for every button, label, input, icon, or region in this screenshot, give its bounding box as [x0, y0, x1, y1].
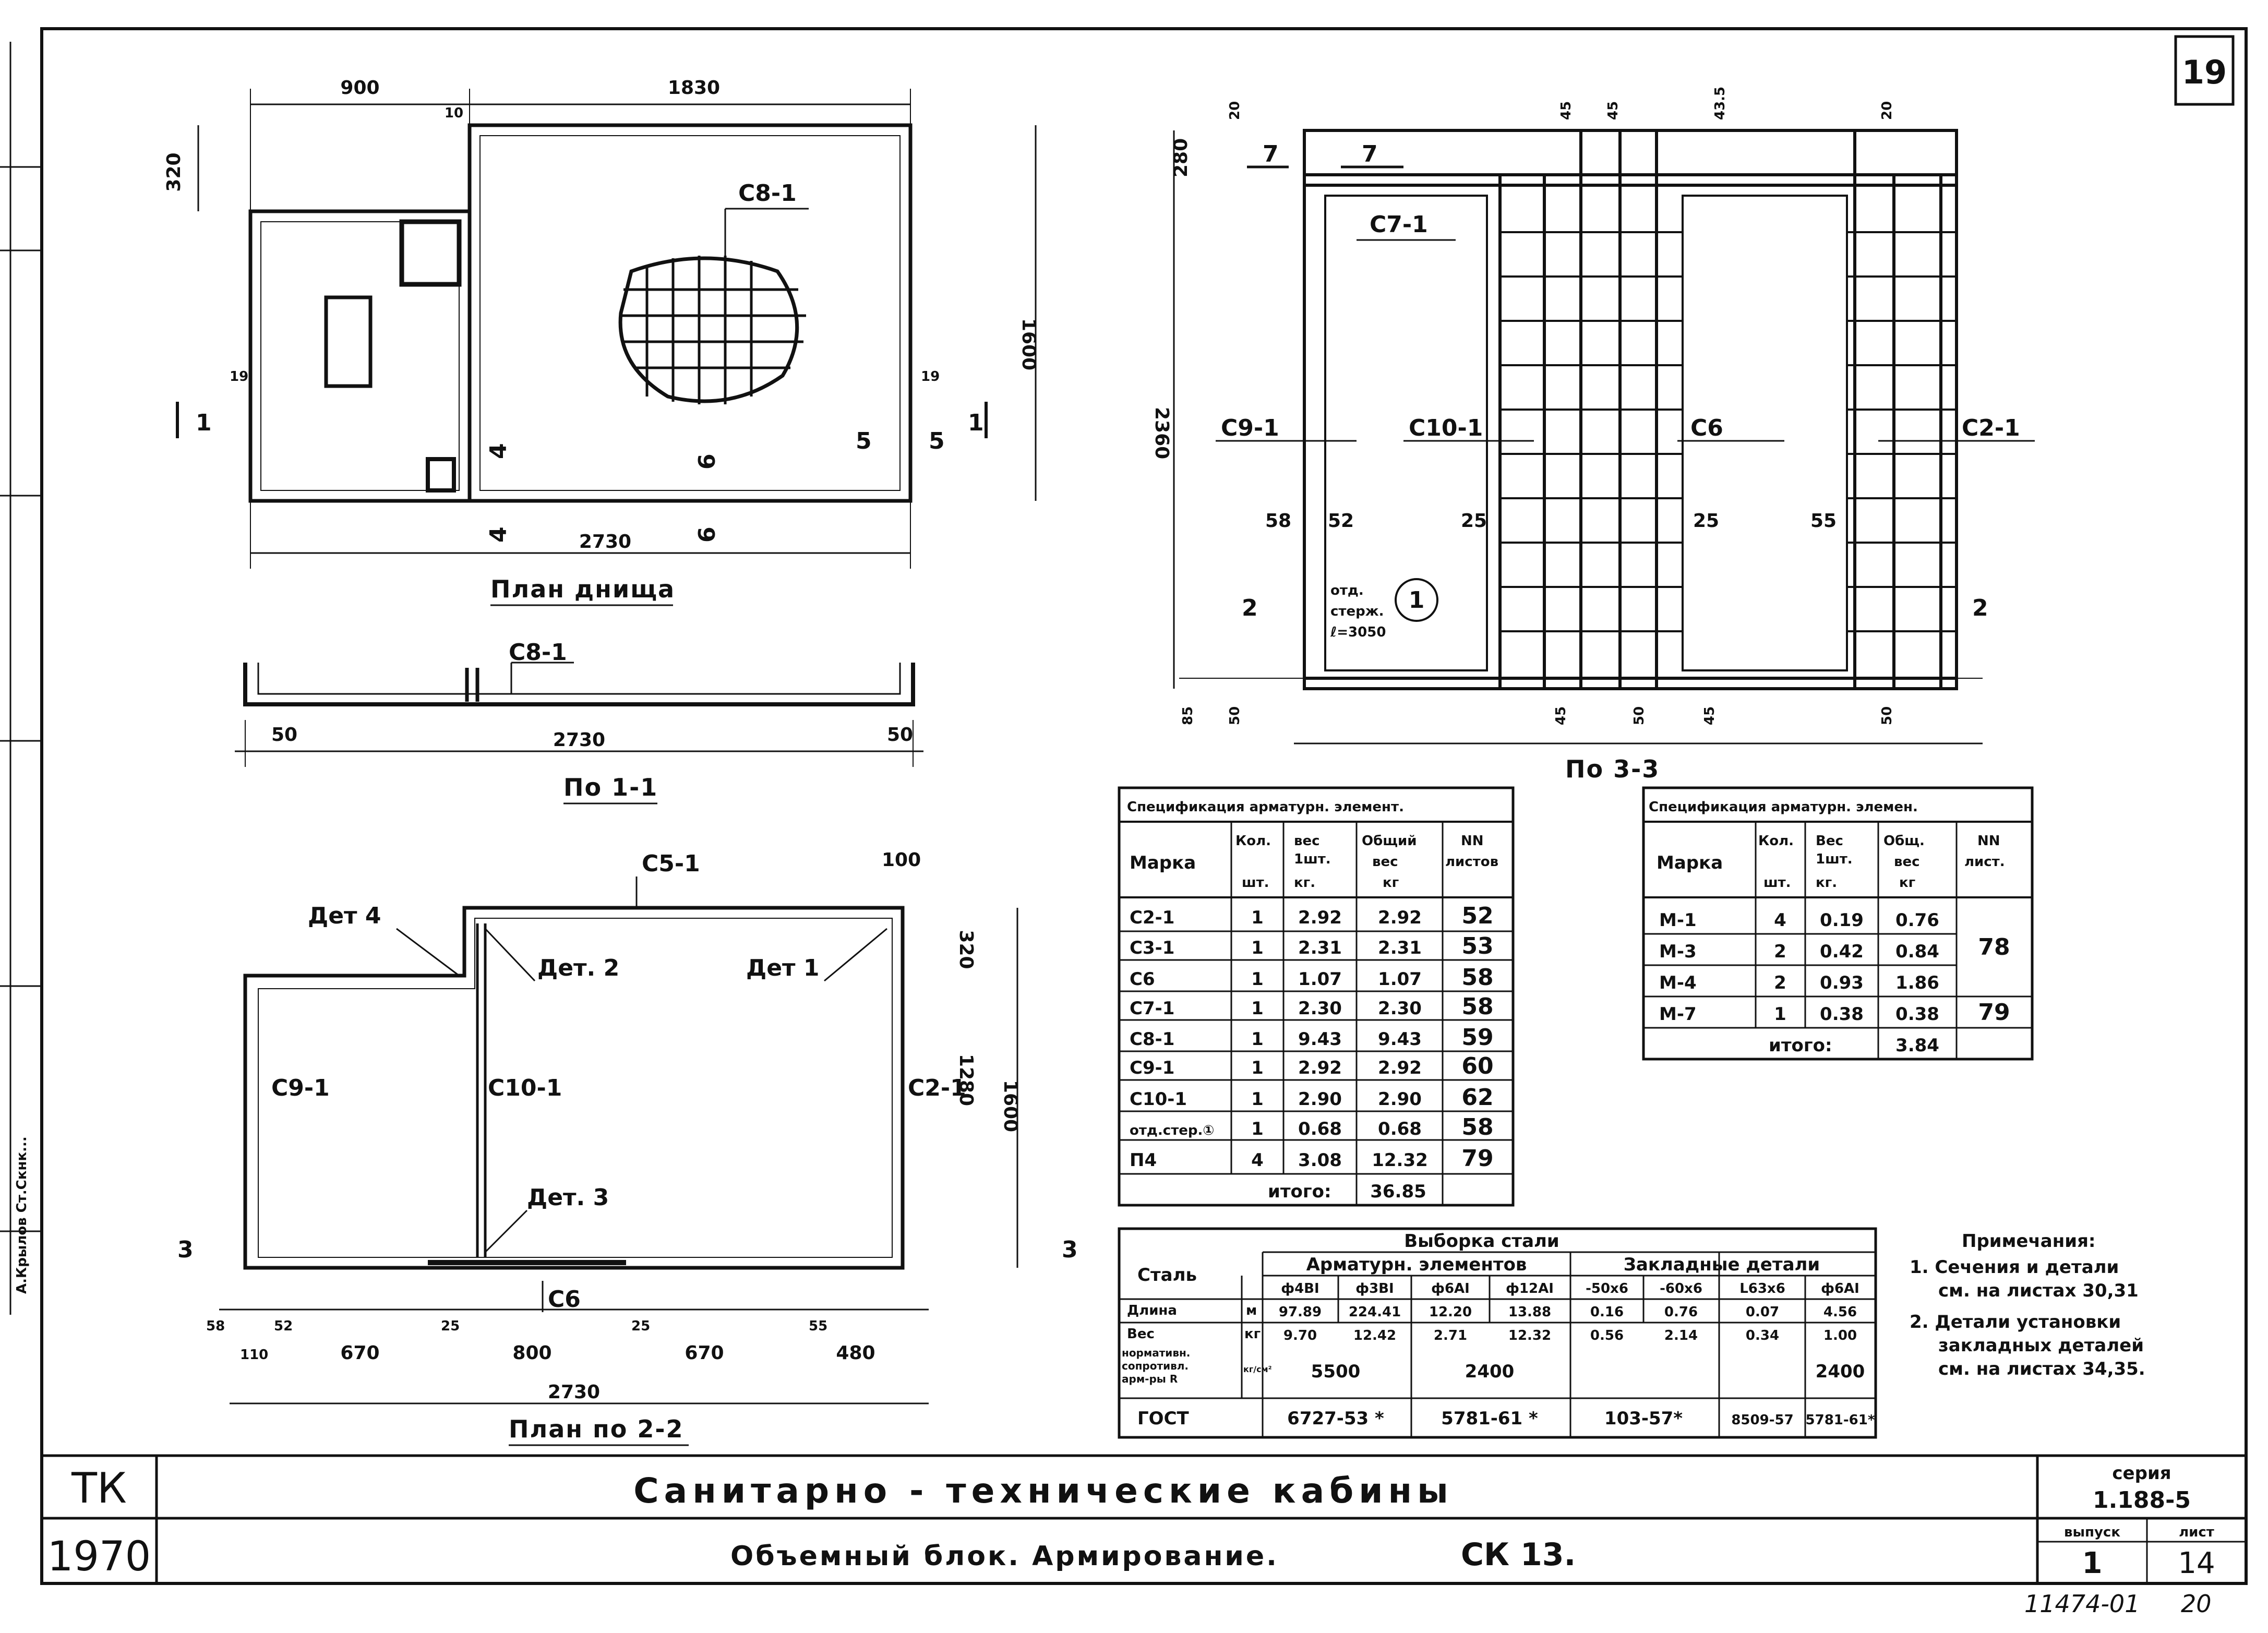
steel-length-cell: 0.07 [1745, 1304, 1780, 1320]
p22-d100: 100 [882, 849, 921, 871]
tb-archive-page: 20 [2181, 1590, 2212, 1618]
steel-gost-b: 5781-61 * [1441, 1408, 1538, 1429]
s33-sec2a: 2 [1242, 595, 1258, 621]
spec2-mark: М-7 [1659, 1004, 1697, 1025]
spec2-weight-total: 0.76 [1895, 910, 1939, 931]
spec2-weight-each: 0.19 [1820, 910, 1864, 931]
spec2-h-qty-unit: шт. [1763, 875, 1791, 891]
spec1-h-sheets: NN [1461, 833, 1484, 849]
s33-b45a: 45 [1553, 706, 1569, 725]
dim-900: 900 [340, 77, 380, 99]
p22-d25b: 25 [631, 1318, 651, 1334]
spec1-h-w1: вес [1294, 833, 1320, 849]
spec1-mark: С6 [1130, 969, 1155, 990]
p22-d1600: 1600 [1000, 1079, 1021, 1133]
spec1-weight-each: 9.43 [1298, 1029, 1342, 1050]
spec-table-2 [1643, 788, 2032, 1059]
p22-det1: Дет 1 [746, 955, 820, 981]
spec2-weight-each: 0.38 [1820, 1004, 1864, 1025]
spec1-mark: С9-1 [1130, 1058, 1175, 1078]
spec1-weight-each: 2.30 [1298, 998, 1342, 1019]
s33-t20a: 20 [1227, 101, 1243, 120]
spec1-weight-each: 1.07 [1298, 969, 1342, 990]
spec2-h-totb: вес [1894, 854, 1920, 870]
steel-length-cell: 0.76 [1664, 1304, 1698, 1320]
steel-norm-2: сопротивл. [1122, 1360, 1189, 1372]
tb-issue: 1 [2082, 1546, 2103, 1580]
spec1-weight-total: 2.30 [1378, 998, 1422, 1019]
spec1-sheet: 60 [1461, 1053, 1494, 1079]
steel-weight-cell: 1.00 [1823, 1328, 1857, 1343]
sec11-dim-50r: 50 [887, 724, 914, 746]
spec1-sheet: 58 [1461, 993, 1494, 1020]
spec2-weight-each: 0.42 [1820, 941, 1864, 962]
notes [1910, 1231, 2145, 1379]
spec1-h-sheetsb: листов [1445, 854, 1499, 870]
spec1-mark: С10-1 [1130, 1089, 1187, 1110]
steel-col-header: ф6АI [1431, 1281, 1470, 1296]
tb-sheet: 14 [2178, 1546, 2215, 1580]
spec1-weight-each: 2.31 [1298, 938, 1342, 958]
spec-table-1 [1119, 788, 1513, 1205]
spec2-h-tot: Общ. [1883, 833, 1925, 849]
sec11-dim-50l: 50 [271, 724, 298, 746]
spec2-h-mark: Марка [1657, 852, 1723, 873]
spec1-sheet: 79 [1461, 1145, 1494, 1172]
s33-h280: 280 [1170, 138, 1192, 177]
spec1-weight-total: 1.07 [1378, 969, 1422, 990]
margin-text: А.Крылов Ст.Скнк... [14, 1136, 30, 1294]
plan-bottom [163, 77, 1039, 605]
mesh-label: С8-1 [738, 180, 797, 207]
spec1-weight-total: 2.31 [1378, 938, 1422, 958]
section-mark-6: 6 [694, 453, 721, 470]
p22-c5: С5-1 [642, 850, 700, 877]
spec1-sheet: 58 [1461, 964, 1494, 991]
note-2c: см. на листах 34,35. [1938, 1359, 2145, 1379]
section-mark-6b: 6 [694, 526, 721, 543]
spec1-total: 36.85 [1370, 1181, 1426, 1202]
steel-weight-cell: 12.42 [1353, 1328, 1397, 1343]
p22-c2: С2-1 [908, 1075, 966, 1101]
p22-d55: 55 [809, 1318, 828, 1334]
spec1-h-w1b: 1шт. [1294, 851, 1331, 867]
steel-group2: Закладные детали [1623, 1254, 1820, 1275]
s33-c2: С2-1 [1962, 415, 2020, 441]
steel-length-cell: 224.41 [1348, 1304, 1401, 1320]
tb-series: 1.188-5 [2092, 1487, 2191, 1514]
section-mark-5: 5 [856, 428, 872, 454]
steel-w-unit: кг [1244, 1326, 1261, 1342]
s33-t45: 45 [1605, 101, 1621, 120]
spec1-h-qty: Кол. [1235, 833, 1271, 849]
steel-w-label: Вес [1127, 1326, 1155, 1342]
s33-h2360: 2360 [1151, 407, 1172, 460]
steel-weight-cell: 12.32 [1508, 1328, 1552, 1343]
s33-d58: 58 [1265, 510, 1292, 532]
dim-1600: 1600 [1018, 318, 1039, 371]
spec2-qty: 1 [1774, 1004, 1786, 1025]
spec1-h-tot-unit: кг [1383, 875, 1399, 891]
steel-col-header: -50х6 [1586, 1281, 1628, 1296]
tb-archive: 11474-01 [2024, 1590, 2140, 1618]
spec1-weight-total: 2.90 [1378, 1089, 1422, 1110]
title-block [42, 1456, 2246, 1618]
spec2-sheet-a: 78 [1978, 934, 2010, 960]
steel-weight-cell: 0.34 [1745, 1328, 1780, 1343]
s33-t20b: 20 [1879, 101, 1895, 120]
spec1-h-w1-unit: кг. [1294, 875, 1316, 891]
tb-year: 1970 [47, 1533, 151, 1580]
tb-mark: СК 13. [1461, 1536, 1576, 1573]
spec1-weight-total: 2.92 [1378, 1058, 1422, 1078]
steel-gost-label: ГОСТ [1137, 1408, 1189, 1429]
p22-d52: 52 [274, 1318, 293, 1334]
steel-gost-d: 8509-57 [1731, 1412, 1794, 1428]
tb-subtitle: Объемный блок. Армирование. [730, 1541, 1279, 1572]
note-2a: 2. Детали установки [1910, 1312, 2121, 1332]
p22-d25a: 25 [441, 1318, 460, 1334]
p22-det3: Дет. 3 [527, 1184, 609, 1211]
spec2-rows [1659, 910, 1939, 1025]
spec1-rows [1130, 903, 1494, 1172]
spec2-title: Спецификация арматурн. элемен. [1649, 799, 1918, 815]
section-mark-5b: 5 [929, 428, 945, 454]
spec1-qty: 1 [1251, 1119, 1264, 1139]
s33-b50c: 50 [1879, 706, 1895, 725]
spec1-mark: отд.стер.① [1130, 1123, 1215, 1138]
spec1-mark: С2-1 [1130, 907, 1175, 928]
spec2-total-label: итого: [1769, 1035, 1832, 1056]
spec2-qty: 4 [1774, 910, 1786, 931]
spec1-mark: С3-1 [1130, 938, 1175, 958]
spec1-h-mark: Марка [1130, 852, 1196, 873]
s33-sec7b: 7 [1362, 141, 1378, 167]
spec1-mark: П4 [1130, 1150, 1157, 1171]
plan22-caption: План по 2-2 [509, 1415, 684, 1443]
dim-10: 10 [444, 105, 464, 121]
s33-sec2b: 2 [1972, 595, 1988, 621]
steel-gost-c: 103-57* [1604, 1408, 1683, 1429]
s33-c6: С6 [1690, 415, 1723, 441]
notes-title: Примечания: [1962, 1231, 2096, 1252]
section-1-1 [235, 639, 923, 803]
spec2-total: 3.84 [1895, 1035, 1939, 1056]
spec1-weight-total: 0.68 [1378, 1119, 1422, 1139]
section33-caption: По 3-3 [1565, 755, 1660, 783]
spec2-sheet-b: 79 [1978, 999, 2010, 1026]
spec1-sheet: 52 [1461, 903, 1494, 929]
steel-col-header: L63х6 [1739, 1281, 1785, 1296]
p22-c10: С10-1 [488, 1075, 562, 1101]
spec2-h-sheetsb: лист. [1964, 854, 2005, 870]
note-1b: см. на листах 30,31 [1938, 1280, 2139, 1301]
steel-length-cell: 97.89 [1278, 1304, 1322, 1320]
spec1-weight-each: 3.08 [1298, 1150, 1342, 1171]
spec2-mark: М-1 [1659, 910, 1697, 931]
sec11-dim-2730: 2730 [553, 729, 606, 751]
dim-1830: 1830 [667, 77, 721, 99]
spec1-qty: 1 [1251, 907, 1264, 928]
spec1-qty: 4 [1251, 1150, 1264, 1171]
tb-title: Санитарно - технические кабины [633, 1471, 1454, 1511]
s33-d52: 52 [1328, 510, 1354, 532]
steel-table [1119, 1229, 1876, 1437]
spec1-sheet: 53 [1461, 933, 1494, 959]
tb-series-label: серия [2112, 1463, 2171, 1484]
steel-col-header: ф12АI [1506, 1281, 1554, 1296]
p22-width: 2730 [547, 1382, 601, 1403]
steel-col-header: ф3ВI [1355, 1281, 1394, 1296]
spec1-weight-total: 2.92 [1378, 907, 1422, 928]
steel-norm-unit: кг/см² [1243, 1364, 1272, 1374]
spec2-weight-total: 1.86 [1895, 972, 1939, 993]
spec2-qty: 2 [1774, 941, 1786, 962]
steel-len-label: Длина [1127, 1303, 1177, 1318]
spec1-mark: С8-1 [1130, 1029, 1175, 1050]
steel-len-unit: м [1246, 1303, 1257, 1318]
spec1-qty: 1 [1251, 969, 1264, 990]
steel-norm-b: 2400 [1465, 1361, 1515, 1382]
spec2-h-w1b: 1шт. [1816, 851, 1853, 867]
steel-group1: Арматурн. элементов [1306, 1254, 1527, 1275]
steel-norm-1: нормативн. [1122, 1347, 1191, 1359]
steel-norm-a: 5500 [1311, 1361, 1361, 1382]
spec1-weight-each: 2.92 [1298, 1058, 1342, 1078]
p22-d670a: 670 [340, 1342, 380, 1364]
s33-c9: С9-1 [1221, 415, 1279, 441]
dim-320: 320 [163, 152, 185, 192]
spec2-weight-total: 0.84 [1895, 941, 1939, 962]
s33-t45a: 45 [1558, 101, 1574, 120]
s33-otd2: стерж. [1330, 604, 1384, 619]
steel-col-header: -60х6 [1660, 1281, 1702, 1296]
p22-sec3b: 3 [1062, 1236, 1078, 1263]
s33-d25b: 25 [1693, 510, 1720, 532]
spec2-weight-each: 0.93 [1820, 972, 1864, 993]
p22-d58: 58 [206, 1318, 225, 1334]
spec1-mark: С7-1 [1130, 998, 1175, 1019]
p22-d110: 110 [240, 1347, 269, 1363]
section11-mesh: С8-1 [509, 639, 567, 666]
s33-sec7a: 7 [1263, 141, 1279, 167]
section-3-3 [1151, 87, 2035, 783]
spec1-h-tot: Общий [1362, 833, 1417, 849]
spec1-weight-each: 2.92 [1298, 907, 1342, 928]
steel-weight-cell: 2.14 [1664, 1328, 1698, 1343]
p22-c9: С9-1 [271, 1075, 330, 1101]
s33-b45b: 45 [1702, 706, 1718, 725]
steel-weight-cell: 9.70 [1283, 1328, 1317, 1343]
section-mark-4b: 4 [485, 526, 512, 543]
spec2-h-sheets: NN [1977, 833, 2000, 849]
spec1-sheet: 59 [1461, 1024, 1494, 1051]
steel-gost-e: 5781-61* [1805, 1412, 1875, 1428]
section11-caption: По 1-1 [563, 773, 658, 801]
p22-det2: Дет. 2 [537, 955, 620, 981]
spec2-mark: М-3 [1659, 941, 1697, 962]
s33-b50b: 50 [1631, 706, 1647, 725]
p22-sec3a: 3 [177, 1236, 194, 1263]
dim-2730: 2730 [579, 531, 632, 553]
tb-sheet-label: лист [2179, 1524, 2214, 1540]
s33-otd1: отд. [1330, 583, 1364, 598]
p22-d800: 800 [512, 1342, 552, 1364]
spec1-title: Спецификация арматурн. элемент. [1127, 799, 1404, 815]
p22-det4: Дет 4 [308, 903, 381, 929]
spec1-h-qty-unit: шт. [1242, 875, 1269, 891]
spec1-weight-each: 0.68 [1298, 1119, 1342, 1139]
steel-length-cell: 13.88 [1508, 1304, 1552, 1320]
section-mark-1-right: 1 [968, 410, 984, 436]
spec2-h-w1: Вес [1816, 833, 1843, 849]
spec1-total-label: итого: [1268, 1181, 1331, 1202]
s33-otd3: ℓ=3050 [1330, 625, 1386, 640]
steel-length-cell: 4.56 [1823, 1304, 1857, 1320]
spec1-qty: 1 [1251, 1089, 1264, 1110]
plan-2-2 [177, 849, 1078, 1445]
spec2-qty: 2 [1774, 972, 1786, 993]
p22-d320: 320 [955, 930, 977, 969]
s33-otd-num: 1 [1408, 587, 1425, 614]
spec2-h-tot-unit: кг [1899, 875, 1916, 891]
s33-t435: 43.5 [1712, 86, 1728, 120]
s33-c7: С7-1 [1370, 211, 1428, 238]
spec2-mark: М-4 [1659, 972, 1697, 993]
steel-steel: Сталь [1137, 1265, 1197, 1286]
steel-norm-3: арм-ры R [1122, 1373, 1178, 1385]
tb-code: ТК [71, 1464, 127, 1512]
steel-weight-cell: 0.56 [1590, 1328, 1624, 1343]
p22-c6: С6 [548, 1286, 581, 1313]
spec1-weight-total: 12.32 [1372, 1150, 1428, 1171]
s33-d25a: 25 [1461, 510, 1487, 532]
steel-length-cell: 12.20 [1429, 1304, 1472, 1320]
p22-d1280: 1280 [955, 1053, 977, 1107]
s33-b85: 85 [1180, 706, 1196, 725]
spec2-h-qty: Кол. [1758, 833, 1794, 849]
dim-19-right: 19 [921, 369, 940, 385]
steel-cells [1279, 1281, 1859, 1343]
steel-norm-c: 2400 [1815, 1361, 1865, 1382]
spec2-weight-total: 0.38 [1895, 1004, 1939, 1025]
spec1-h-totb: вес [1372, 854, 1398, 870]
steel-length-cell: 0.16 [1590, 1304, 1624, 1320]
steel-title: Выборка стали [1404, 1231, 1559, 1252]
dim-19-left: 19 [230, 369, 249, 385]
s33-b50: 50 [1227, 706, 1243, 725]
p22-d670b: 670 [685, 1342, 724, 1364]
section-mark-4: 4 [485, 443, 512, 459]
steel-gost-a: 6727-53 * [1287, 1408, 1384, 1429]
plan-bottom-caption: План днища [490, 575, 676, 603]
sheet-number: 19 [2181, 53, 2227, 91]
spec1-weight-total: 9.43 [1378, 1029, 1422, 1050]
section-mark-1-left: 1 [196, 410, 212, 436]
spec1-sheet: 58 [1461, 1114, 1494, 1140]
spec1-sheet: 62 [1461, 1084, 1494, 1111]
spec1-weight-each: 2.90 [1298, 1089, 1342, 1110]
steel-weight-cell: 2.71 [1433, 1328, 1468, 1343]
note-2b: закладных деталей [1938, 1335, 2144, 1356]
spec2-h-w1-unit: кг. [1816, 875, 1838, 891]
tb-issue-label: выпуск [2064, 1524, 2120, 1540]
spec1-qty: 1 [1251, 1029, 1264, 1050]
s33-d55: 55 [1810, 510, 1837, 532]
p22-d480: 480 [836, 1342, 875, 1364]
spec1-qty: 1 [1251, 1058, 1264, 1078]
s33-c10: С10-1 [1409, 415, 1483, 441]
note-1a: 1. Сечения и детали [1910, 1257, 2119, 1278]
steel-col-header: ф6АI [1821, 1281, 1859, 1296]
steel-col-header: ф4ВI [1281, 1281, 1319, 1296]
spec1-qty: 1 [1251, 998, 1264, 1019]
spec1-qty: 1 [1251, 938, 1264, 958]
